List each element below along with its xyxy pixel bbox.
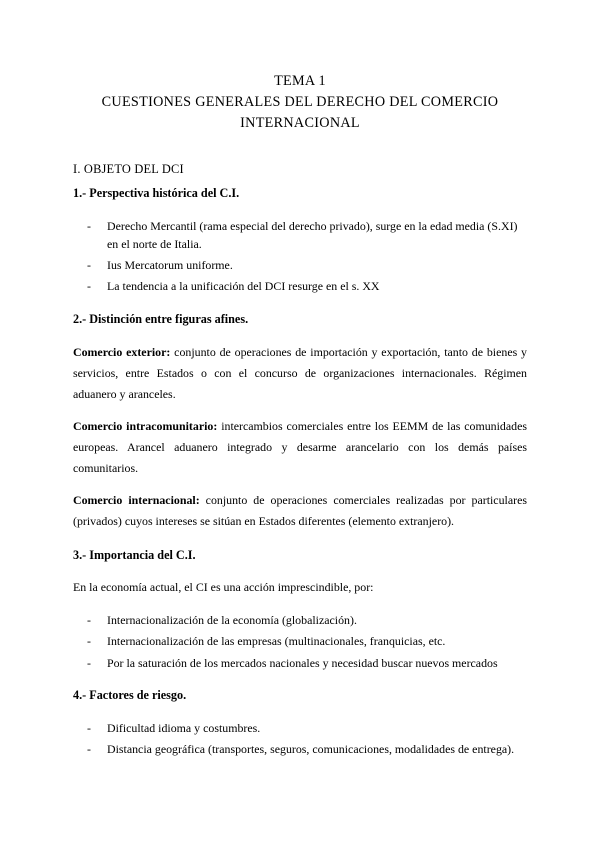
list-item: Ius Mercatorum uniforme. bbox=[107, 258, 233, 272]
section-heading-objeto: I. OBJETO DEL DCI bbox=[73, 162, 184, 176]
subsection-heading-distincion: 2.- Distinción entre figuras afines. bbox=[73, 312, 249, 326]
list-item-continuation: en el norte de Italia. bbox=[107, 237, 202, 251]
paragraph-text: conjunto de operaciones comerciales realizadas por particulares bbox=[205, 493, 527, 507]
term-comercio-internacional: Comercio internacional: bbox=[73, 493, 200, 507]
bullet-marker: - bbox=[87, 656, 91, 670]
paragraph-comercio-intracomunitario-line-3: comunitarios. bbox=[73, 461, 139, 475]
list-item: Internacionalización de las empresas (multinacionales, franquicias, etc. bbox=[107, 634, 446, 648]
document-title-line-1: TEMA 1 bbox=[274, 73, 326, 89]
subsection-heading-factores: 4.- Factores de riesgo. bbox=[73, 688, 187, 702]
bullet-marker: - bbox=[87, 721, 91, 735]
list-item: Internacionalización de la economía (globalización). bbox=[107, 613, 357, 627]
list-item: Dificultad idioma y costumbres. bbox=[107, 721, 261, 735]
bullet-marker: - bbox=[87, 219, 91, 233]
bullet-marker: - bbox=[87, 258, 91, 272]
bullet-marker: - bbox=[87, 279, 91, 293]
paragraph-comercio-internacional-line-2: (privados) cuyos intereses se sitúan en Estados diferentes (elemento extranjero). bbox=[73, 514, 455, 528]
bullet-marker: - bbox=[87, 634, 91, 648]
bullet-marker: - bbox=[87, 613, 91, 627]
list-item: Por la saturación de los mercados nacionales y necesidad buscar nuevos mercados bbox=[107, 656, 498, 670]
document-title-line-2: CUESTIONES GENERALES DEL DERECHO DEL COMERCIO bbox=[101, 94, 499, 110]
paragraph-comercio-intracomunitario-line-1 bbox=[73, 419, 527, 434]
subsection-heading-perspectiva: 1.- Perspectiva histórica del C.I. bbox=[73, 186, 240, 200]
paragraph-comercio-exterior-line-1 bbox=[73, 345, 527, 360]
paragraph-comercio-internacional-line-1 bbox=[73, 493, 527, 508]
term-comercio-intracomunitario: Comercio intracomunitario: bbox=[73, 419, 218, 433]
list-item: Derecho Mercantil (rama especial del derecho privado), surge en la edad media (S.XI) bbox=[107, 219, 518, 233]
list-item: Distancia geográfica (transportes, seguros, comunicaciones, modalidades de entrega). bbox=[107, 742, 515, 756]
paragraph-comercio-intracomunitario-line-2: europeas. Arancel aduanero integrado y desarme arancelario con los demás países bbox=[73, 440, 527, 454]
paragraph-text: intercambios comerciales entre los EEMM de las comunidades bbox=[221, 419, 527, 433]
paragraph-comercio-exterior-line-2: servicios, entre Estados o con el concurso de organizaciones internacionales. Régimen bbox=[73, 366, 527, 380]
paragraph-text: conjunto de operaciones de importación y exportación, tanto de bienes y bbox=[174, 345, 527, 359]
document-title-line-3: INTERNACIONAL bbox=[240, 115, 360, 131]
bullet-marker: - bbox=[87, 742, 91, 756]
subsection-heading-importancia: 3.- Importancia del C.I. bbox=[73, 548, 196, 562]
paragraph-comercio-exterior-line-3: aduanero y aranceles. bbox=[73, 387, 176, 401]
importancia-intro: En la economía actual, el CI es una acción imprescindible, por: bbox=[73, 580, 374, 594]
term-comercio-exterior: Comercio exterior: bbox=[73, 345, 171, 359]
list-item: La tendencia a la unificación del DCI resurge en el s. XX bbox=[107, 279, 380, 293]
